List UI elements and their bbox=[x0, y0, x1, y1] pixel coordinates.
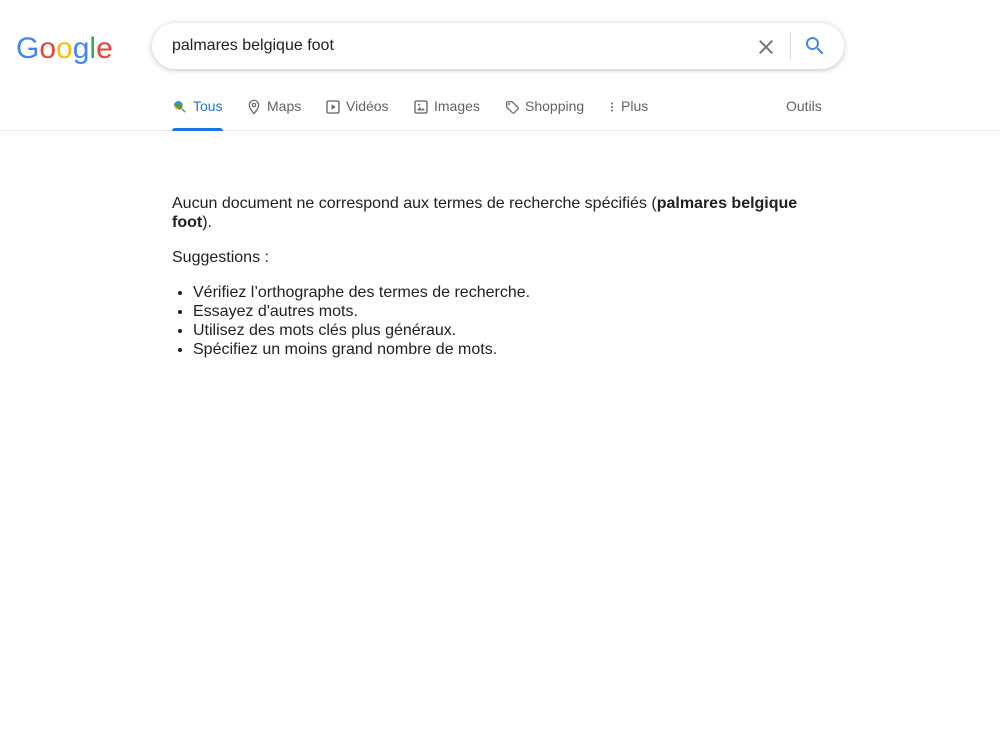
svg-text:Google bbox=[16, 32, 113, 65]
logo-letter-3: o bbox=[56, 32, 73, 65]
image-icon bbox=[413, 99, 429, 115]
tab-label: Images bbox=[434, 98, 480, 114]
suggestion-item: • Vérifiez l’orthographe des termes de recherche. bbox=[193, 283, 822, 302]
suggestion-item: • Spécifiez un moins grand nombre de mots. bbox=[193, 340, 822, 359]
tag-icon bbox=[504, 99, 520, 115]
clear-search-button[interactable] bbox=[754, 35, 778, 59]
tab-label: Maps bbox=[267, 98, 302, 114]
google-logo[interactable] bbox=[16, 31, 113, 65]
search-icon bbox=[803, 34, 827, 58]
play-icon bbox=[325, 99, 341, 115]
no-results-prefix: Aucun document ne correspond aux termes de recherche spécifiés ( bbox=[172, 195, 657, 212]
tab-label: Shopping bbox=[525, 98, 585, 114]
more-vert-icon bbox=[606, 99, 618, 115]
tools-button[interactable]: Outils bbox=[786, 98, 822, 114]
logo-letter-6: e bbox=[96, 32, 113, 65]
tab-more[interactable] bbox=[606, 90, 648, 130]
suggestion-item: • Essayez d'autres mots. bbox=[193, 302, 822, 321]
tab-all[interactable] bbox=[172, 90, 223, 130]
tab-label: Plus bbox=[621, 98, 649, 114]
tab-label: Vidéos bbox=[346, 98, 389, 114]
logo-letter-5: l bbox=[89, 32, 97, 65]
tab-maps[interactable] bbox=[246, 90, 301, 130]
tab-images[interactable] bbox=[413, 90, 480, 130]
search-tabs bbox=[0, 90, 1000, 131]
tab-shopping[interactable] bbox=[504, 90, 584, 130]
suggestion-item: • Utilisez des mots clés plus généraux. bbox=[193, 321, 822, 340]
logo-letter-2: o bbox=[39, 32, 57, 65]
tab-videos[interactable] bbox=[325, 90, 389, 130]
suggestions-list bbox=[172, 283, 822, 359]
search-button[interactable] bbox=[803, 34, 827, 58]
search-icon bbox=[172, 99, 188, 115]
no-results-message bbox=[172, 194, 822, 232]
tab-label: Tous bbox=[193, 98, 223, 114]
search-divider bbox=[790, 32, 791, 60]
no-results-query: palmares belgique foot bbox=[172, 195, 798, 231]
suggestions-title: Suggestions : bbox=[172, 249, 269, 266]
logo-letter-4: g bbox=[72, 32, 90, 65]
google-logo-mark bbox=[16, 31, 113, 65]
results-area bbox=[172, 194, 822, 359]
search-box bbox=[152, 23, 844, 69]
no-results-suffix: ). bbox=[202, 214, 212, 231]
map-pin-icon bbox=[246, 99, 262, 115]
close-icon bbox=[754, 35, 778, 59]
logo-letter-1: G bbox=[16, 32, 40, 65]
search-input[interactable] bbox=[172, 23, 732, 69]
